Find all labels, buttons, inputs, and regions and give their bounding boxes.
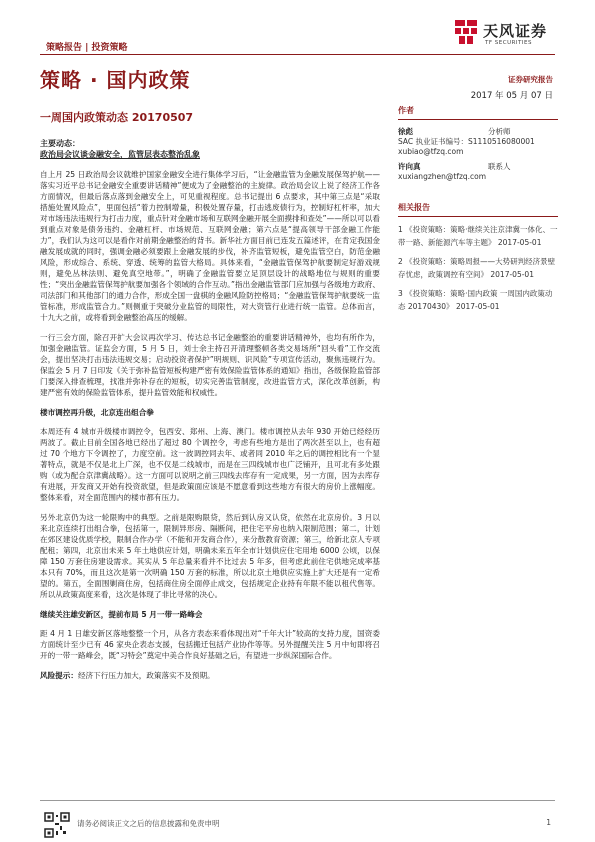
analyst-name: 徐彪 — [398, 127, 413, 136]
analyst-name: 许向真 — [398, 162, 421, 171]
paragraph-5: 距 4 月 1 日雄安新区落地整整一个月，从各方表态来看体现出对“千年大计”较高的支持力度，国资委方面统计至少已有 46 家央企表态支援，包括搬迁包括产业协作等等。另外提醒关注 5 月中旬即将召开的一带一路峰会，既“习特会”奠定中美合作良好基础之后，有望进一步纵深国际合作。 — [40, 629, 380, 660]
header-divider — [40, 54, 555, 55]
analyst-email[interactable]: xuxiangzhen@tfzq.com — [398, 172, 487, 181]
authors-divider — [398, 119, 558, 120]
paragraph-3: 本周还有 4 城市升级楼市调控令，包西安、郑州、上海、澳门。楼市调控从去年 930 开始已经经历两波了。截止目前全国各地已经出了超过 80 个调控令，考虑有些地方是出了两次甚至以上，也有超过 70 个地方下令调控了，力度空前。这一波调控同去年、或者同 2010 年之后的调控相比有一个显著特点，就是不仅是北上广深，也不仅是二线城市，而是在三四线城市也广泛铺开，且可北有多处跟购（或为配合京津冀战略）。这一方面可以说明之前三四线去库存有一定成果，另一方面，因为去库存有进展，开发商又开始有投资欲望，但是政策面应该是不愿意看到这些地方有很大的房价上涨幅度。整体来看，对全面范围内的楼市都有压力。 — [40, 427, 380, 502]
paragraph-1: 自上月 25 日政治局会议就维护国家金融安全进行集体学习后，“让金融监管为金融发展保驾护航——落实习近平总书记金融安全重要讲话精神”便成为了金融整治的主旋律。政治局会议上说了经济工作各方面情况，但最后落点落到金融安全上，可见重视程度。总书记提出 6 点要求，其中第三点是“采取措施处置风险点”，里面包括“着力控制增量，积极处置存量，打击逃废债行为，控制好杠杆率，加大对市场违法违规行为打击力度，重点针对金融市场和互联网金融开展全面摸排和查处”——所以可以看到重点对象是债务违约、金融杠杆、市场规范、互联网金融；第六点是“提高领导干部金融工作能力”，我们认为这可以是看作对前期金融整治的背书。新华社方面目前已连发五篇述评，在肯定我国金融发展成就的同时，强调金融必须要跟上金融发展的步伐，补齐监管短板，避免监管空白，防范金融风险，形成综合、系统、穿透、统筹的监管大格局。具体来看，“金融监管保驾护航要制定好游戏规则，避免丛林法则、避免真空地带。”，明确了金融监管要立足顶层设计的战略地位与规则的重要性；“突出金融监管保驾护航要加强各个领域的合作互动。”指出金融监管部门应加强与各级地方政府、司法部门和其他部门的通力合作，形成全国一盘棋的金融风险防控格局；“金融监管保驾护航要统一监管标准，形成监管合力。”则侧重于突破分业监管的局限性，对大资管行业进行统一监管。总体而言，十九大之前，或将看到金融整治高压的缓解。 — [40, 170, 380, 322]
paragraph-2: 一行三会方面，除召开扩大会议再次学习、传达总书记金融整治的重要讲话精神外，也均有所作为，加强金融监管。证监会方面，5 月 5 日，刘士余主持召开清理整顿各类交易场所“回头看”工作交流会，提出坚决打击违法违规交易；启动投资者保护”明规则、识风险”专项宣传活动，聚焦违规行为。保监会 5 月 7 日印发《关于弥补监管短板构建严密有效保险监管体系的通知》指出，各级保险监管部门要深入排查梳理，找准并弥补存在的短板，切实完善监管制度，改进监管方式，深化改革创新，构建严密有效的保险监管体系，提升监管效能和权威性。 — [40, 333, 380, 397]
logo-name-en: TF SECURITIES — [485, 40, 532, 46]
report-category: 策略报告 | 投资策略 — [46, 43, 128, 53]
related-reports-list — [398, 223, 558, 313]
analyst-role: 联系人 — [488, 162, 511, 171]
paragraph-4: 另外北京仍为这一轮限购中的典型。之前是限购限贷，然后到认房又认贷，依然在北京房价。3 月以来北京连续打出组合拳，包括第一，限制异形房、隔断间，把住宅平房也纳入限制范围；第二，计划在郊区建设优质学校，限制合作办学（不能和开发商合作），来分散教育资源；第三，给新北京人专项配租；第四，北京出未来 5 年土地供应计划，明确未来五年全市计划供应住宅用地 6000 公顷，以保障 150 万套住房建设需求。其实从 5 年总量来看并不比过去 5 年多，但考虑此前住宅供地完成率基本只有 70%，而且这次是第一次明确 150 万套的标准，所以北京土地供应实施上扩大还是有一定希望的。第五，全面围剿商住房，包括商住房全面停止成交，包括规定企业持有年限不能以租代售等。所以从政策高度来看，这次是体现了非比寻常的决心。 — [40, 513, 380, 599]
disclaimer-text: 请务必阅读正文之后的信息披露和免责申明 — [77, 819, 220, 828]
qr-code-icon — [44, 812, 70, 838]
related-report-item[interactable]: 3 《投资策略：策略·国内政策 一周国内政策动态 20170430》 2017-05-01 — [398, 289, 553, 311]
main-content — [40, 138, 380, 690]
risk-text: 经济下行压力加大，政策落实不及预期。 — [77, 671, 215, 680]
section-heading-property: 楼市调控再升级，北京连出组合拳 — [40, 408, 154, 417]
authors-heading: 作者 — [398, 106, 414, 115]
risk-label: 风险提示： — [40, 671, 78, 680]
logo-name-cn: 天风证券 — [483, 22, 548, 40]
related-report-item[interactable]: 2 《投资策略：策略周报——大势研判经济景壁存忧虑，政策调控有空间》 2017-05-01 — [398, 257, 556, 279]
page-title: 策略 · 国内政策 — [40, 68, 191, 92]
related-divider — [398, 216, 558, 217]
analyst-entry — [398, 126, 558, 137]
analyst-role: 分析师 — [488, 127, 511, 136]
risk-warning — [40, 670, 380, 681]
section-heading-xiongan: 继续关注雄安新区，提前布局 5 月一带一路峰会 — [40, 610, 203, 619]
analyst-cert: SAC 执业证书编号：S1110516080001 — [398, 137, 535, 146]
page-number: 1 — [546, 818, 551, 827]
related-report-item[interactable]: 1 《投资策略：策略·继续关注京津冀一体化、一带一路、新能源汽车等主题》 2017-05-01 — [398, 225, 558, 247]
footer-divider — [40, 800, 555, 801]
report-type: 证券研究报告 — [508, 75, 553, 84]
analyst-email[interactable]: xubiao@tfzq.com — [398, 147, 464, 156]
tf-securities-logo — [453, 14, 583, 54]
analyst-entry — [398, 161, 558, 172]
report-date: 2017 年 05 月 07 日 — [470, 91, 553, 101]
headline: 政治局会议谈金融安全，监管层表态整治乱象 — [40, 150, 200, 159]
tf-securities-logo-icon — [453, 18, 479, 46]
sidebar — [398, 105, 558, 319]
report-subtitle: 一周国内政策动态 20170507 — [40, 111, 194, 124]
related-reports-heading: 相关报告 — [398, 203, 430, 212]
main-news-label: 主要动态： — [40, 139, 80, 148]
